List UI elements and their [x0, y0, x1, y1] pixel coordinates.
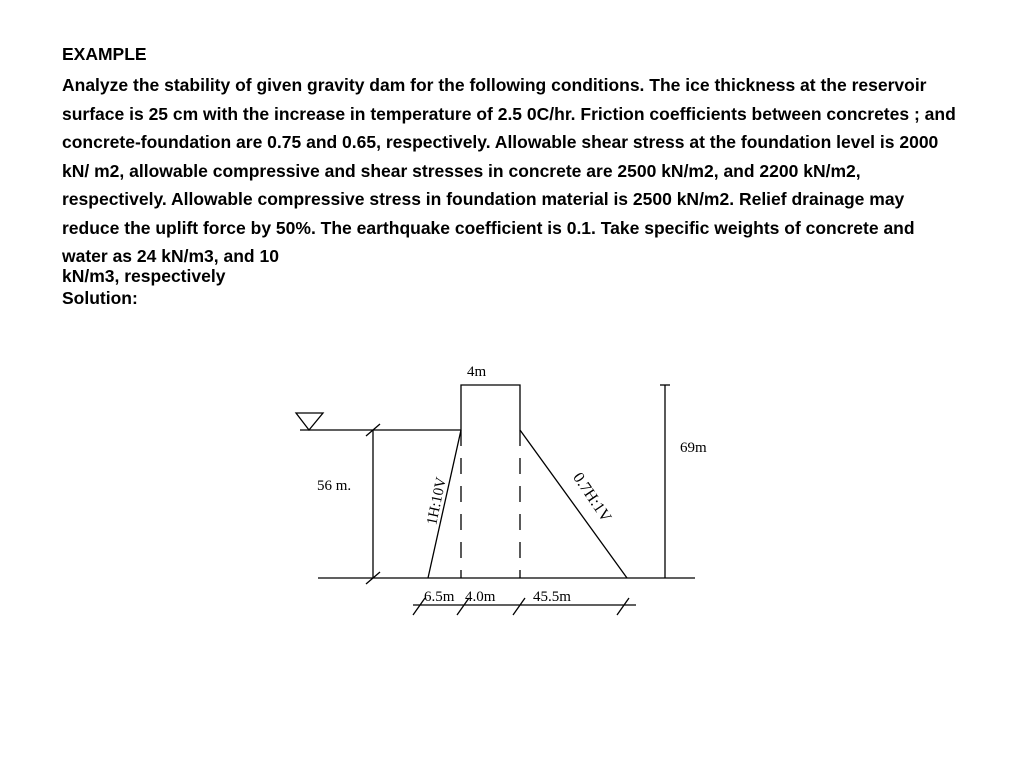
dam-outline — [428, 385, 627, 578]
water-depth-label: 56 m. — [317, 478, 352, 494]
water-level-icon — [296, 413, 323, 430]
problem-text-end: kN/m3, respectively — [62, 265, 226, 286]
crest-width-label: 4m — [467, 364, 487, 380]
base-crest-label: 4.0m — [465, 589, 496, 605]
base-upstream-label: 6.5m — [424, 589, 455, 605]
upstream-slope-label: 1H:10V — [424, 475, 450, 527]
solution-label: Solution: — [62, 287, 138, 308]
base-downstream-label: 45.5m — [533, 589, 571, 605]
dam-height-label: 69m — [680, 440, 707, 456]
example-heading: EXAMPLE — [62, 44, 147, 64]
downstream-slope-label: 0.7H:1V — [569, 469, 615, 526]
problem-text: Analyze the stability of given gravity dam for the following conditions. The ice thickness at the reservoir surface is 25 cm with the increase in temperature of 2.5 0C/hr. Friction coefficients between concretes ; and concrete-foundation are 0.75 and 0.65, respectively. Allowable shear stress at the foundation level is 2000 kN/ m2, allowable compressive and shear stresses in concrete are 2500 kN/m2, and 2200 kN/m2, respectively. Allowable compressive stress in foundation material is 2500 kN/m2. Relief drainage may reduce the uplift force by 50%. The earthquake coefficient is 0.1. Take specific weights of concrete and water as 24 kN/m3, and 10 — [62, 75, 956, 266]
